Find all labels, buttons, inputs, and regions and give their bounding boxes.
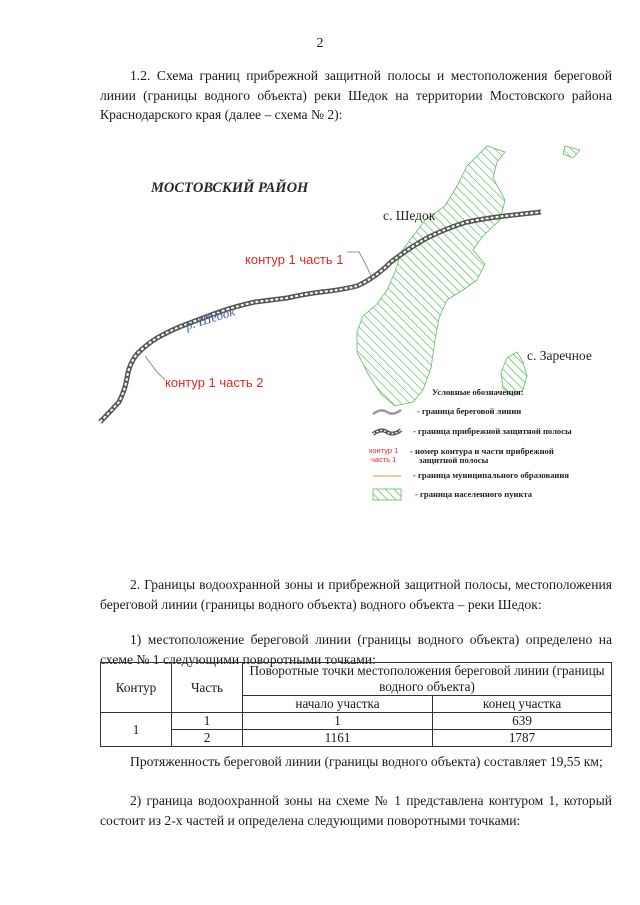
contour-part2-label: контур 1 часть 2 bbox=[165, 375, 264, 390]
header-start: начало участка bbox=[243, 696, 433, 713]
paragraph-2-1: 1) местоположение береговой линии (границы водного объекта) определено на схеме № 1 следующими поворотными точками: bbox=[100, 632, 612, 667]
settlement-shedok-area bbox=[357, 146, 505, 406]
contour-cell: 1 bbox=[101, 713, 172, 747]
end-cell: 1787 bbox=[433, 730, 612, 747]
paragraph-2-2: 2) граница водоохранной зоны на схеме № 1 представлена контуром 1, который состоит из 2-х частей и определена следующими поворотными точками: bbox=[100, 793, 612, 828]
village-zarechnoe-label: с. Заречное bbox=[527, 348, 592, 363]
table-row bbox=[101, 713, 612, 730]
start-cell: 1161 bbox=[243, 730, 433, 747]
header-end: конец участка bbox=[433, 696, 612, 713]
contour-part1-label: контур 1 часть 1 bbox=[245, 252, 344, 267]
end-cell: 639 bbox=[433, 713, 612, 730]
paragraph-length: Протяженность береговой линии (границы водного объекта) составляет 19,55 км; bbox=[130, 754, 603, 769]
settlement-hatch-icon bbox=[373, 489, 401, 500]
shoreline-line-icon bbox=[373, 410, 401, 414]
paragraph-2: 2. Границы водоохранной зоны и прибрежной защитной полосы, местоположения береговой линии (границы водного объекта) водного объекта – реки Шедок: bbox=[100, 577, 612, 612]
part-cell: 1 bbox=[172, 713, 243, 730]
contour-number-sample-2: часть 1 bbox=[371, 455, 397, 464]
part-cell: 2 bbox=[172, 730, 243, 747]
contour-number-sample: контур 1 bbox=[369, 446, 399, 455]
legend-item-protective-strip: - граница прибрежной защитной полосы bbox=[413, 426, 572, 436]
start-cell: 1 bbox=[243, 713, 433, 730]
header-part: Часть bbox=[172, 663, 243, 713]
table-row bbox=[101, 730, 612, 747]
legend-item-contour-number: - номер контура и части прибрежной bbox=[410, 446, 554, 456]
legend-item-municipal-boundary: - граница муниципального образования bbox=[413, 470, 569, 480]
header-contour: Контур bbox=[101, 663, 172, 713]
river-label: р. Шедок bbox=[183, 303, 237, 333]
legend-item-contour-number-2: защитной полосы bbox=[419, 455, 489, 465]
page-number: 2 bbox=[316, 36, 324, 51]
header-turning-points: Поворотные точки местоположения береговой линии (границы водного объекта) bbox=[243, 663, 612, 696]
legend-item-settlement-boundary: - граница населенного пункта bbox=[415, 489, 533, 499]
district-title: МОСТОВСКИЙ РАЙОН bbox=[151, 180, 309, 196]
legend-item-shoreline: - граница береговой линии bbox=[417, 406, 522, 416]
map-scheme bbox=[95, 140, 625, 535]
section-heading: 1.2. Схема границ прибрежной защитной полосы и местоположения береговой линии (границы водного объекта) реки Шедок на территории Мостовского района Краснодарского края (далее – схема № 2): bbox=[100, 68, 612, 122]
legend-title: Условные обозначения: bbox=[432, 387, 524, 397]
village-shedok-label: с. Шедок bbox=[383, 208, 436, 223]
turning-points-table bbox=[100, 662, 612, 747]
